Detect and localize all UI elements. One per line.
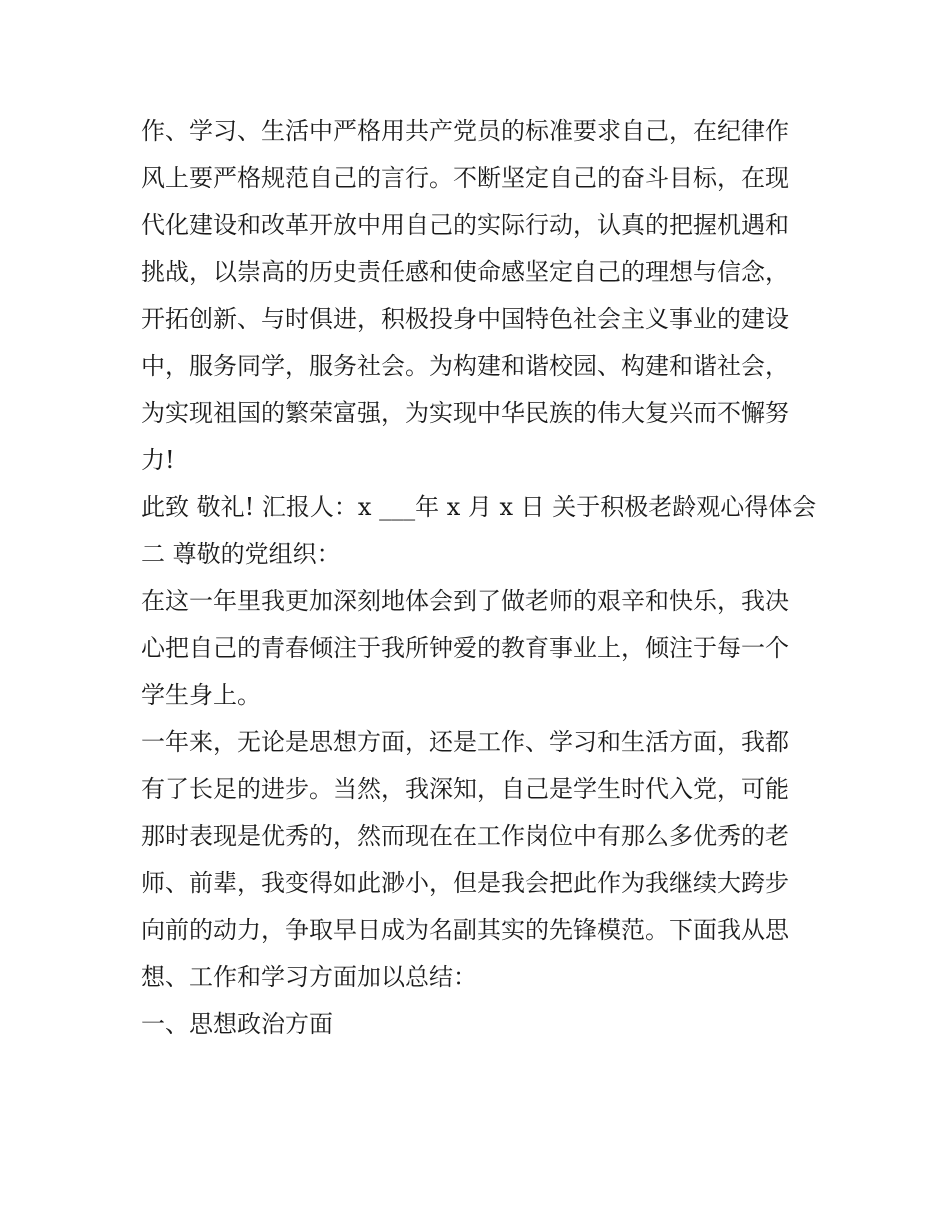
text-line: 挑战，以崇高的历史责任感和使命感坚定自己的理想与信念， bbox=[141, 258, 789, 286]
text-line: 想、工作和学习方面加以总结： bbox=[141, 963, 477, 991]
text-line: 二 尊敬的党组织： bbox=[141, 540, 341, 568]
text-line: 心把自己的青春倾注于我所钟爱的教育事业上，倾注于每一个 bbox=[141, 634, 789, 662]
text-line: 为实现祖国的繁荣富强，为实现中华民族的伟大复兴而不懈努 bbox=[141, 399, 789, 427]
text-line: 向前的动力，争取早日成为名副其实的先锋模范。下面我从思 bbox=[141, 916, 789, 944]
text-line: 学生身上。 bbox=[141, 681, 261, 709]
text-line: 在这一年里我更加深刻地体会到了做老师的艰辛和快乐，我决 bbox=[141, 587, 789, 615]
text-line: 代化建设和改革开放中用自己的实际行动，认真的把握机遇和 bbox=[141, 211, 789, 239]
text-line: 中，服务同学，服务社会。为构建和谐校园、构建和谐社会， bbox=[141, 352, 789, 380]
text-line: 开拓创新、与时俱进，积极投身中国特色社会主义事业的建设 bbox=[141, 305, 789, 333]
document-body bbox=[141, 108, 821, 1048]
text-line: 有了长足的进步。当然，我深知，自己是学生时代入党，可能 bbox=[141, 775, 789, 803]
text-line: 风上要严格规范自己的言行。不断坚定自己的奋斗目标，在现 bbox=[141, 164, 789, 192]
text-line: 此致 敬礼! 汇报人：x ___年 x 月 x 日 关于积极老龄观心得体会 bbox=[141, 493, 817, 521]
text-line: 一年来，无论是思想方面，还是工作、学习和生活方面，我都 bbox=[141, 728, 789, 756]
text-line: 作、学习、生活中严格用共产党员的标准要求自己，在纪律作 bbox=[141, 117, 789, 145]
text-line: 那时表现是优秀的，然而现在在工作岗位中有那么多优秀的老 bbox=[141, 822, 789, 850]
text-line: 力! bbox=[141, 446, 175, 474]
text-line: 一、思想政治方面 bbox=[141, 1010, 333, 1038]
text-line: 师、前辈，我变得如此渺小，但是我会把此作为我继续大跨步 bbox=[141, 869, 789, 897]
